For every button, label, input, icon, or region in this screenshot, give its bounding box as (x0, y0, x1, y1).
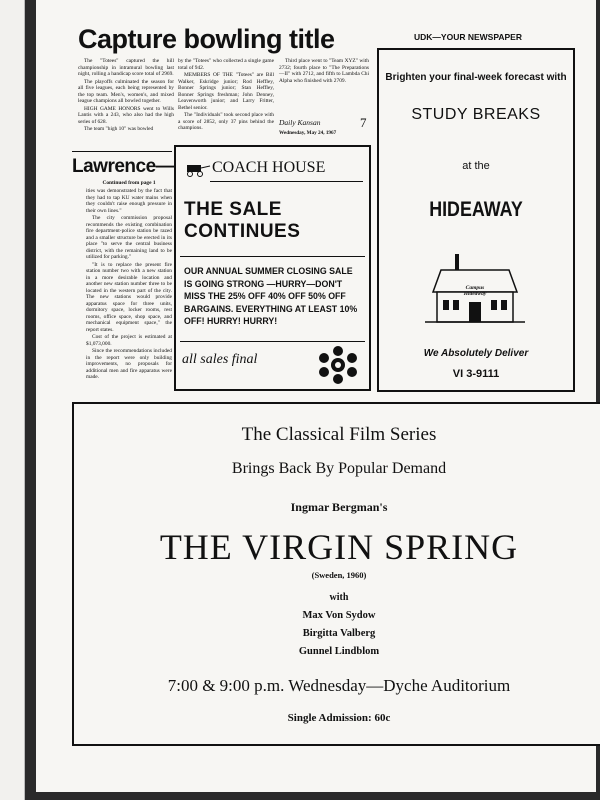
bowling-column-3 (279, 58, 369, 84)
hideaway-sign: Campus Hideaway (463, 285, 487, 297)
lawrence-headline: Lawrence— (72, 156, 175, 177)
bowling-column-1 (78, 58, 174, 133)
film-title: THE VIRGIN SPRING (159, 527, 519, 567)
film-demand-line: Brings Back By Popular Demand (231, 460, 447, 477)
hideaway-line-1: Brighten your final-week forecast with (385, 72, 567, 83)
divider (180, 341, 365, 342)
lawrence-body (86, 188, 172, 381)
bowling-column-2 (178, 58, 274, 132)
delivery-line: We Absolutely Deliver (423, 348, 529, 359)
lawrence-p3: "It is to replace the present fire station number two with a new station in a more desirable location and another new station number three to be located in the western part of the city. The new stations would provide apparatus space for three units, dormitory space, locker rooms, rest rooms, office space, shop space, and mechanical equipment space," the report states. (86, 261, 172, 333)
bowling-c2-p2: MEMBERS OF THE "Totees" are Bill Walker, Eskridge junior; Rod Heffley, Bonner Springs junior; Stan Heffley, Bonner Springs freshman; John Denney, Leavenworth junior; and Larry Fritter, Bethel senior. (178, 72, 274, 111)
film-director: Ingmar Bergman's (290, 500, 388, 514)
cast-member-3: Gunnel Lindblom (298, 646, 380, 657)
bowling-c1-p4: The team "high 10" was bowled (84, 126, 154, 132)
film-with: with (329, 592, 349, 603)
bowling-c1-p2: The playoffs culminated the season for all five leagues, each being represented by the top team. Men's, women's, and mixed league champions all bowled together. (78, 78, 174, 104)
folio-date: Wednesday, May 24, 1967 (279, 130, 337, 136)
film-series-title: The Classical Film Series (241, 424, 437, 445)
all-sales-final: all sales final (182, 352, 258, 367)
bowling-c1-p1: The "Totees" captured the hill championship in intramural bowling last night, rolling a handicap score total of 2969. (78, 58, 174, 77)
hideaway-line-3: at the (462, 160, 490, 172)
bowling-c1-p3: HIGH GAME HONORS went to Wills Lantis with a 243, who also had the high series of 628. (78, 105, 174, 125)
divider (72, 151, 172, 152)
cast-member-1: Max Von Sydow (302, 610, 376, 621)
bowling-c2-p1: by the "Totees" who collected a single game total of 942. (178, 58, 274, 71)
phone-number: VI 3-9111 (452, 368, 500, 380)
hideaway-line-4: HIDEAWAY (429, 198, 523, 221)
sale-line-2: CONTINUES (184, 221, 301, 242)
sale-body: OUR ANNUAL SUMMER CLOSING SALE IS GOING STRONG —HURRY—DON'T MISS THE 25% OFF 40% OFF 50% OFF BARGAINS. EVERYTHING AT LEAST 10% OFF! HURRY! HURRY! (184, 266, 358, 326)
coach-house-logo (182, 155, 363, 185)
hideaway-line-2: STUDY BREAKS (411, 106, 541, 123)
continued-line: Continued from page 1 (102, 180, 156, 186)
hideaway-ad (377, 48, 575, 392)
folio-paper: Daily Kansan (279, 118, 321, 127)
lawrence-p4: Cost of the project is estimated at $1,073,000. (86, 334, 172, 347)
headline: Capture bowling title (78, 24, 335, 54)
film-origin: (Sweden, 1960) (311, 570, 367, 580)
lawrence-p1: ities was demonstrated by the fact that they had to tap KU water mains when they couldn't raise enough pressure in their own lines." (86, 188, 172, 214)
film-showtime: 7:00 & 9:00 p.m. Wednesday—Dyche Auditorium (167, 676, 511, 695)
sale-line-1: THE SALE (184, 199, 282, 220)
udk-header: UDK—YOUR NEWSPAPER (414, 32, 522, 42)
coach-house-ad (174, 145, 371, 391)
cast-member-2: Birgitta Valberg (302, 628, 376, 639)
coach-carriage-icon (182, 163, 212, 177)
bowling-c3-p1: Third place went to "Team XYZ" with 2732; fourth place to "The Preparations—II" with 2712, and fifth to Lambda Chi Alpha who finished with 2709. (279, 58, 369, 84)
coach-house-name: COACH HOUSE (212, 159, 326, 176)
lawrence-p2: The city commission proposal recommends the existing combination fire department-police station be razed and a smaller structure be erected in its place "to serve the central business district, with the remaining land to be utilized for parking." (86, 215, 172, 260)
divider (180, 256, 365, 257)
lawrence-p5: Since the recommendations included in the report were only building improvements, no proposals for additional men and fire apparatus were made. (86, 348, 172, 380)
flower-icon (316, 345, 360, 385)
film-series-ad (72, 402, 600, 746)
logo-rule (210, 181, 363, 182)
newspaper-page (36, 0, 596, 792)
adjacent-page-edge (0, 0, 25, 800)
bowling-c2-p3: The "Individuals" took second place with a score of 2852, only 37 pins behind the champions. (178, 112, 274, 131)
film-admission: Single Admission: 60c (287, 712, 391, 724)
folio-page-number: 7 (360, 115, 367, 130)
